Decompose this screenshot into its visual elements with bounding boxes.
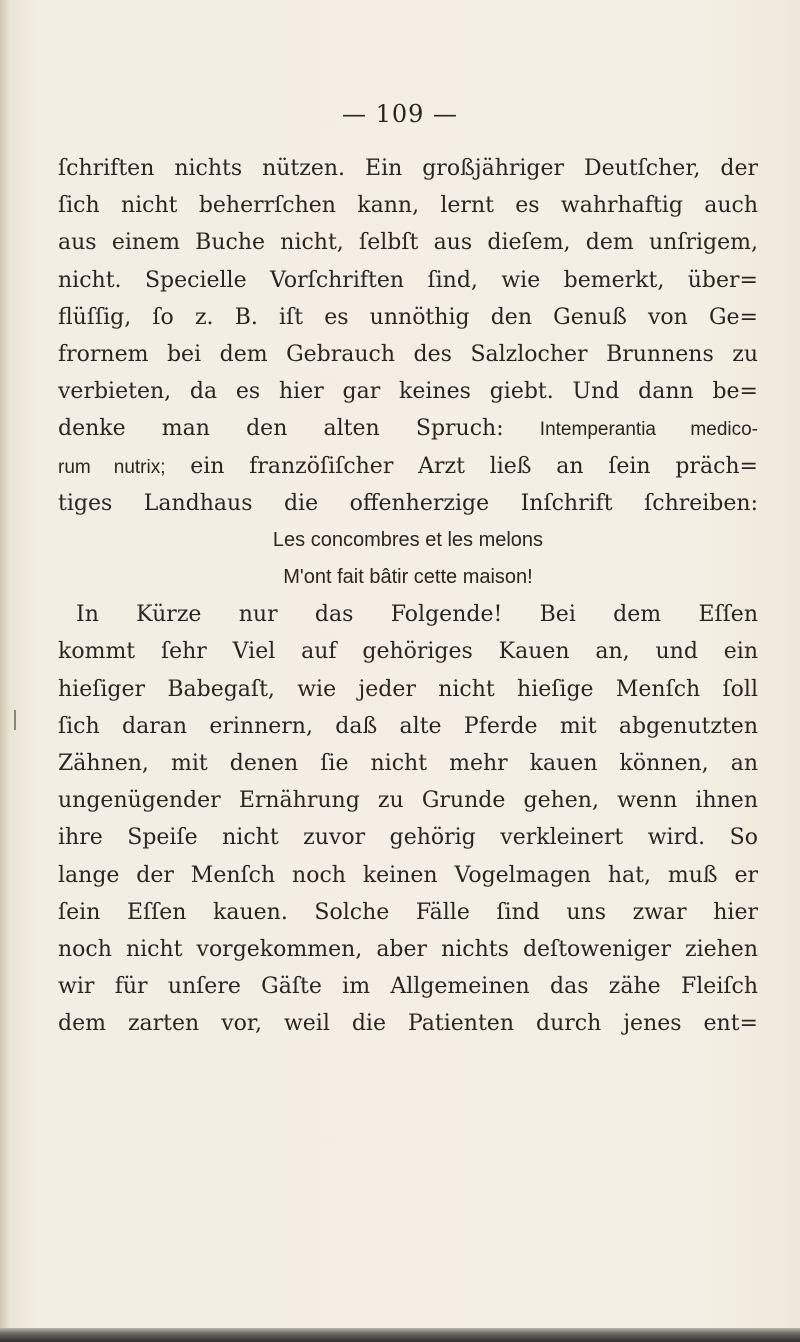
- text-line: dem zarten vor, weil die Patienten durch jenes ent=: [58, 1011, 758, 1037]
- text-line: ihre Speiſe nicht zuvor gehörig verkleinert wird. So: [58, 825, 758, 851]
- latin-quote: rum nutrix;: [58, 456, 166, 478]
- text-fragment: denke man den alten Spruch:: [58, 416, 504, 442]
- text-line: noch nicht vorgekommen, aber nichts deſtoweniger ziehen: [58, 936, 758, 962]
- margin-mark: [14, 710, 16, 730]
- text-line-mixed: [58, 410, 758, 447]
- text-line: frornem bei dem Gebrauch des Salzlocher Brunnens zu: [58, 341, 758, 367]
- text-line: ſein Eſſen kauen. Solche Fälle ſind uns zwar hier: [58, 899, 758, 925]
- text-line: In Kürze nur das Folgende! Bei dem Eſſen: [76, 602, 758, 628]
- text-line: ungenügender Ernährung zu Grunde gehen, wenn ihnen: [58, 788, 758, 814]
- scan-bottom-edge: [0, 1328, 800, 1342]
- text-line: tiges Landhaus die offenherzige Inſchrift ſchreiben:: [58, 490, 758, 516]
- text-line: verbieten, da es hier gar keines giebt. Und dann be=: [58, 379, 758, 405]
- text-line: flüſſig, ſo z. B. iſt es unnöthig den Genuß von Ge=: [58, 304, 758, 330]
- text-line: Zähnen, mit denen ſie nicht mehr kauen können, an: [58, 751, 758, 776]
- text-line-mixed: [58, 448, 758, 485]
- binding-shadow: [0, 0, 10, 1342]
- body-text: [58, 150, 758, 1043]
- text-line: aus einem Buche nicht, ſelbſt aus dieſem, dem unſrigem,: [58, 230, 758, 256]
- text-line: kommt ſehr Viel auf gehöriges Kauen an, und ein: [58, 639, 758, 665]
- text-line: ſich daran erinnern, daß alte Pferde mit abgenutzten: [58, 713, 758, 739]
- french-verse-line: Les concombres et les melons: [272, 528, 544, 551]
- text-line: ſich nicht beherrſchen kann, lernt es wahrhaftig auch: [58, 193, 758, 219]
- text-line: lange der Menſch noch keinen Vogelmagen hat, muß er: [58, 862, 758, 888]
- text-line: wir für unſere Gäſte im Allgemeinen das zähe Fleiſch: [58, 974, 758, 1000]
- text-line: hieſiger Babegaſt, wie jeder nicht hieſige Menſch ſoll: [58, 676, 758, 702]
- text-line: ſchriften nichts nützen. Ein großjähriger Deutſcher, der: [58, 156, 758, 181]
- text-line: nicht. Specielle Vorſchriften ſind, wie bemerkt, über=: [58, 267, 758, 293]
- french-verse-line: M'ont fait bâtir cette maison!: [283, 566, 533, 589]
- text-fragment: ein franzöſiſcher Arzt ließ an ſein präch=: [190, 453, 758, 479]
- page-number: — 109 —: [341, 100, 459, 128]
- latin-quote: Intemperantia medico-: [539, 419, 758, 441]
